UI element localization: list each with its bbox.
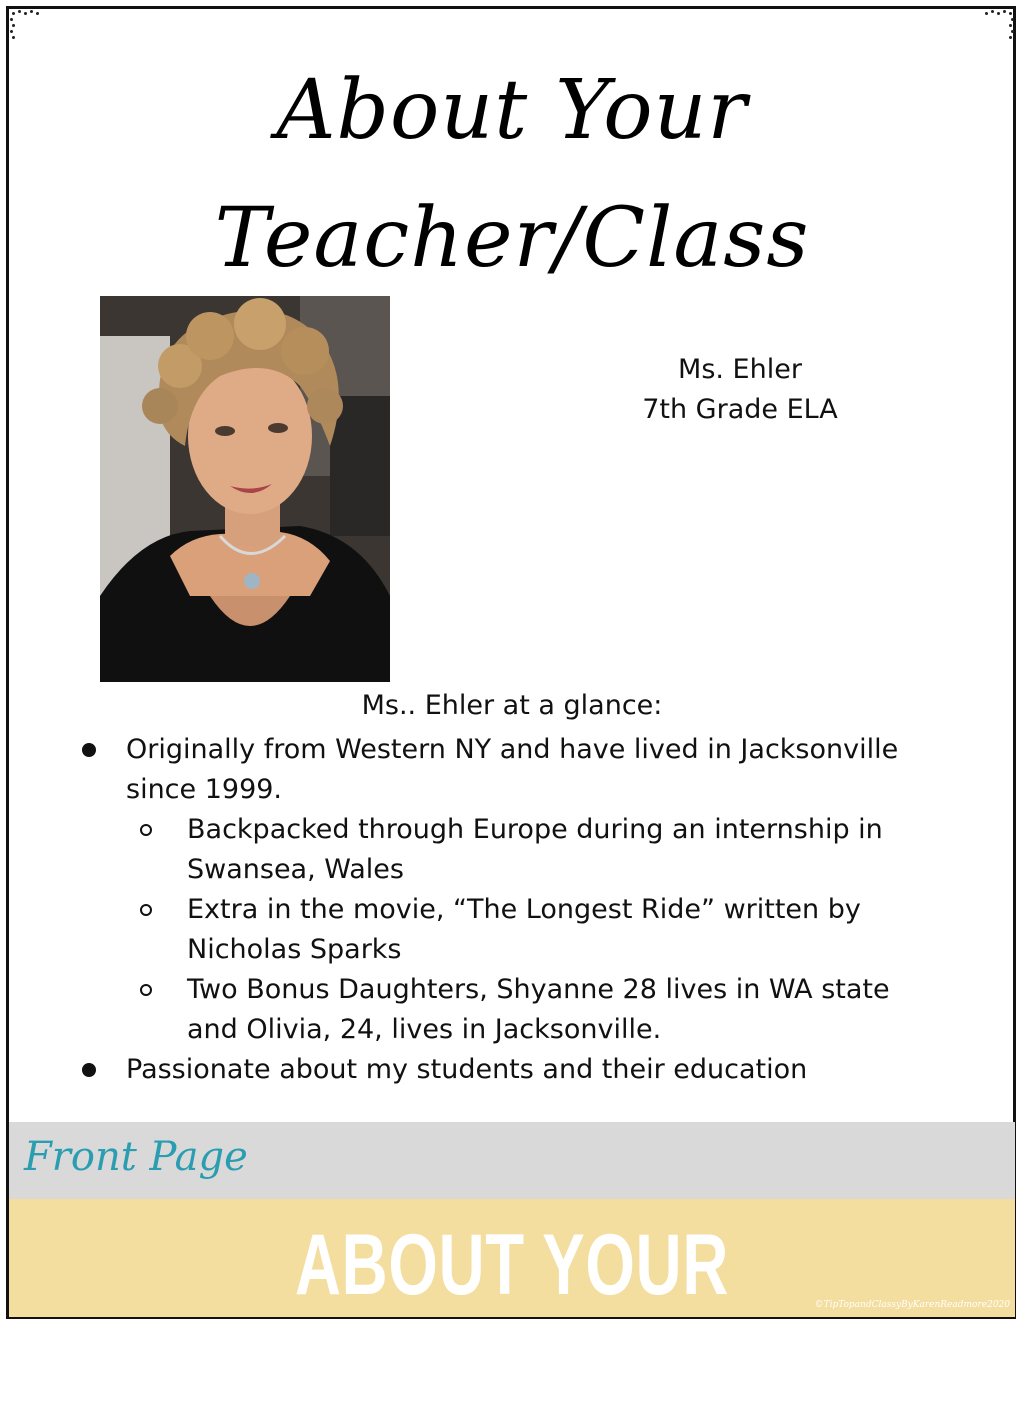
- teacher-photo: [100, 296, 390, 682]
- sub-list-item-text: Nicholas Sparks: [187, 934, 402, 965]
- section-label: Front Page: [24, 1134, 248, 1180]
- teacher-subject: 7th Grade ELA: [642, 394, 838, 425]
- corner-dots-top-left: [8, 8, 48, 44]
- sub-list-bullet: [140, 904, 152, 916]
- list-item-text: since 1999.: [126, 774, 283, 805]
- list-bullet: [82, 743, 96, 757]
- corner-dots-top-right: [976, 8, 1016, 44]
- sub-list-bullet: [140, 984, 152, 996]
- list-item-text: Passionate about my students and their education: [126, 1054, 808, 1085]
- sub-list-item-text: Swansea, Wales: [187, 854, 404, 885]
- sub-list-item-text: and Olivia, 24, lives in Jacksonville.: [187, 1014, 662, 1045]
- list-bullet: [82, 1063, 96, 1077]
- sub-list-bullet: [140, 824, 152, 836]
- page-title-line-1: About Your: [276, 63, 748, 158]
- sub-list-item-text: Extra in the movie, “The Longest Ride” written by: [187, 894, 861, 925]
- teacher-name: Ms. Ehler: [678, 354, 802, 385]
- footer-banner: ABOUT YOUR TEACHER: [294, 1217, 730, 1412]
- page-title-line-2: Teacher/Class: [214, 191, 810, 286]
- glance-heading: Ms.. Ehler at a glance:: [361, 690, 663, 721]
- copyright-notice: ©TipTopandClassyByKarenReadmore2020: [814, 1300, 1010, 1310]
- sub-list-item-text: Two Bonus Daughters, Shyanne 28 lives in WA state: [187, 974, 890, 1005]
- list-item-text: Originally from Western NY and have lived in Jacksonville: [126, 734, 899, 765]
- sub-list-item-text: Backpacked through Europe during an internship in: [187, 814, 883, 845]
